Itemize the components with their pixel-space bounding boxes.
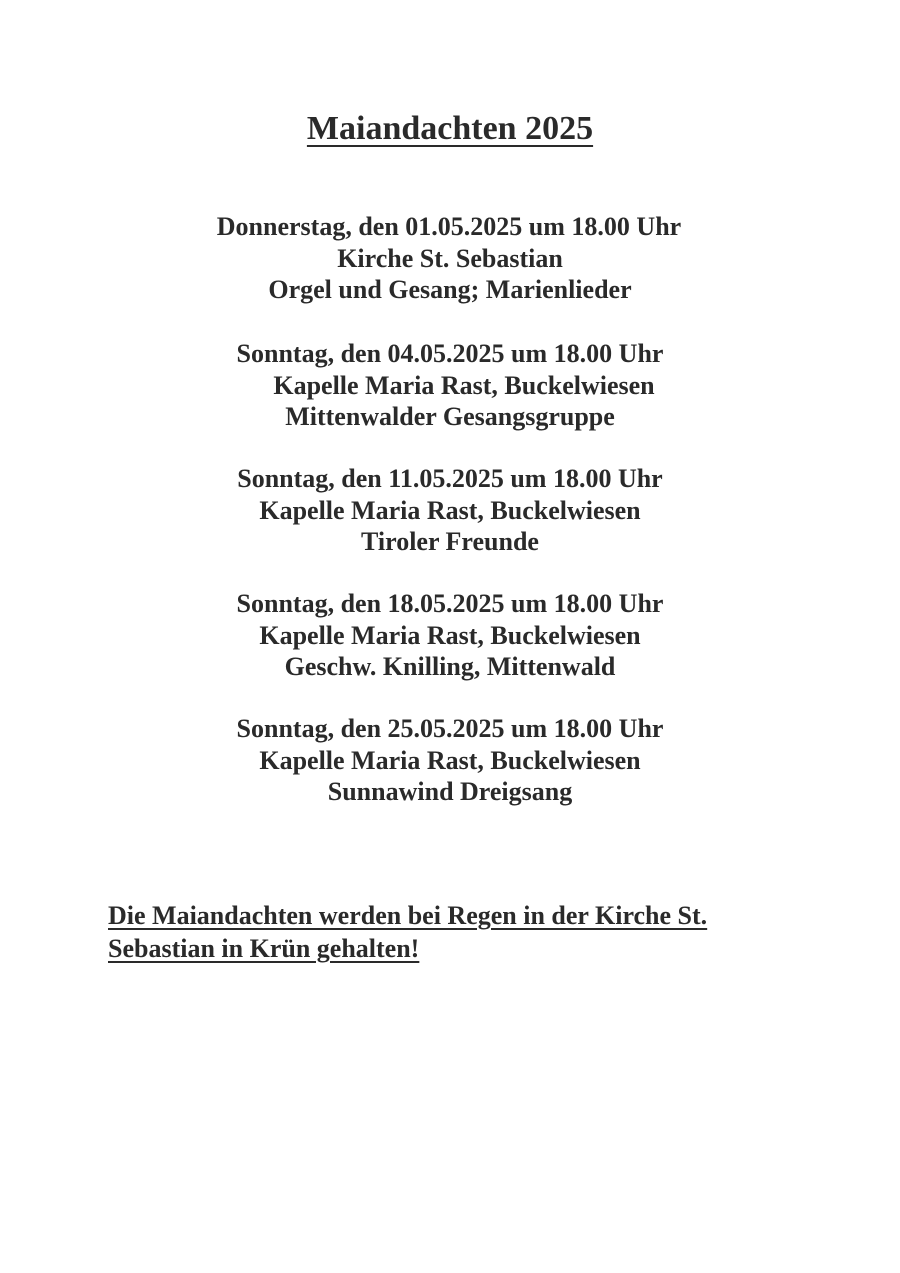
event-location: Kapelle Maria Rast, Buckelwiesen — [273, 370, 655, 400]
event-entry — [0, 588, 900, 683]
event-entry — [0, 211, 900, 306]
event-location: Kirche St. Sebastian — [337, 243, 563, 273]
event-date: Donnerstag, den 01.05.2025 um 18.00 Uhr — [216, 212, 682, 241]
event-music: Orgel und Gesang; Marienlieder — [268, 275, 632, 304]
event-date: Sonntag, den 04.05.2025 um 18.00 Uhr — [236, 339, 664, 368]
event-music: Geschw. Knilling, Mittenwald — [284, 652, 616, 681]
rain-note — [108, 899, 768, 965]
event-music: Sunnawind Dreigsang — [327, 777, 573, 806]
event-music: Mittenwalder Gesangsgruppe — [285, 402, 615, 431]
event-entry — [0, 463, 900, 558]
event-entry — [0, 713, 900, 808]
event-date: Sonntag, den 25.05.2025 um 18.00 Uhr — [236, 714, 664, 743]
rain-note-line-1: Die Maiandachten werden bei Regen in der Kirche St. — [108, 901, 708, 930]
rain-note-line-2: Sebastian in Krün gehalten! — [108, 934, 420, 963]
event-date: Sonntag, den 18.05.2025 um 18.00 Uhr — [236, 589, 664, 618]
event-music: Tiroler Freunde — [361, 527, 539, 556]
event-location: Kapelle Maria Rast, Buckelwiesen — [259, 495, 641, 525]
page-title: Maiandachten 2025 — [306, 110, 594, 147]
event-date: Sonntag, den 11.05.2025 um 18.00 Uhr — [237, 464, 663, 493]
event-location: Kapelle Maria Rast, Buckelwiesen — [259, 745, 641, 775]
event-entry — [0, 338, 900, 433]
event-location: Kapelle Maria Rast, Buckelwiesen — [259, 620, 641, 650]
